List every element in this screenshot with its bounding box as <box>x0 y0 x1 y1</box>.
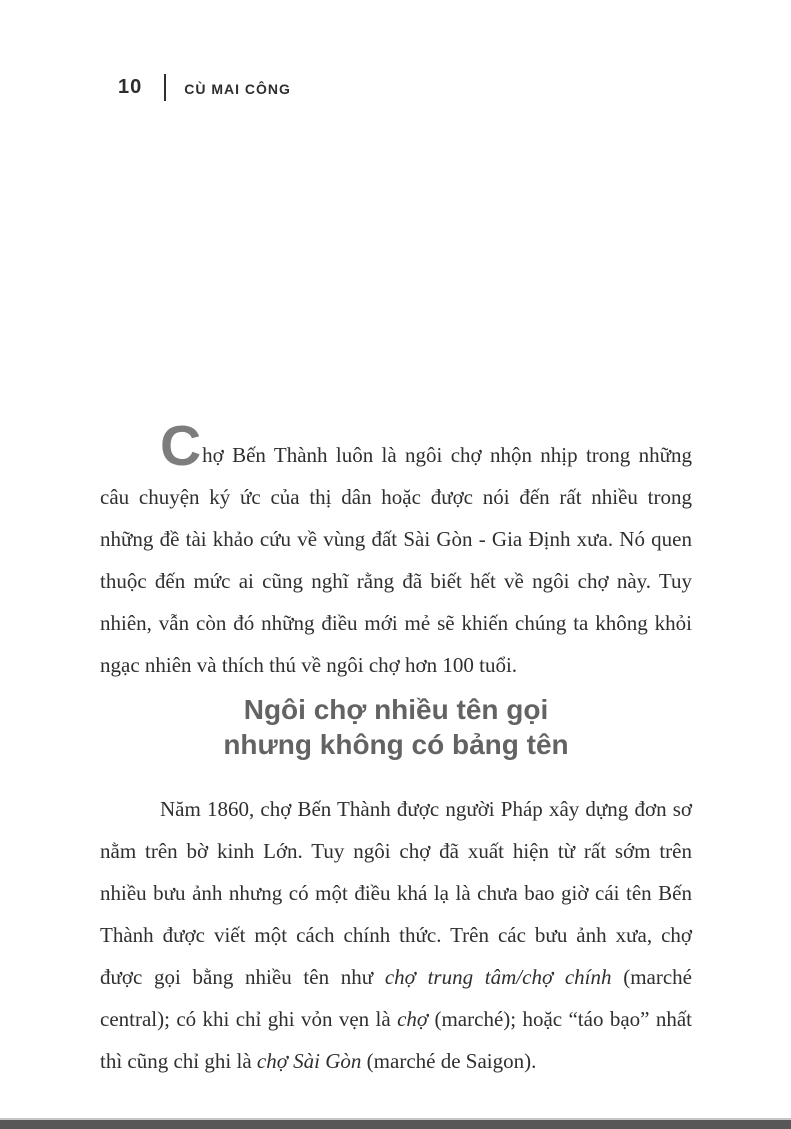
second-paragraph <box>100 788 692 1082</box>
italic-phrase-cho: chợ <box>397 1007 429 1031</box>
second-paragraph-text: (marché); hoặc “táo bạo” nhất thì cũng chỉ ghi là <box>100 1007 693 1073</box>
second-paragraph-text: (marché central); có khi chỉ ghi vỏn vẹn là <box>100 965 692 1031</box>
section-heading <box>100 692 692 762</box>
dropcap-initial: C <box>160 414 203 478</box>
section-heading-line1: Ngôi chợ nhiều tên gọi <box>243 694 549 725</box>
running-header-author: CÙ MAI CÔNG <box>184 80 291 97</box>
running-header <box>118 74 291 101</box>
second-paragraph-text: (marché de Saigon). <box>361 1049 537 1073</box>
second-paragraph-text: Năm 1860, chợ Bến Thành được người Pháp xây dựng đơn sơ nằm trên bờ kinh Lớn. Tuy ngôi chợ đã xuất hiện từ rất sớm trên nhiều bưu ảnh nhưng có một điều khá lạ là chưa bao giờ cái tên Bến Thành được viết một cách chính thức. Trên các bưu ảnh xưa, chợ được gọi bằng nhiều tên như <box>100 797 692 989</box>
opening-paragraph <box>100 414 692 686</box>
opening-paragraph-text: hợ Bến Thành luôn là ngôi chợ nhộn nhịp trong những câu chuyện ký ức của thị dân hoặc được nói đến rất nhiều trong những đề tài khảo cứu về vùng đất Sài Gòn - Gia Định xưa. Nó quen thuộc đến mức ai cũng nghĩ rằng đã biết hết về ngôi chợ này. Tuy nhiên, vẫn còn đó những điều mới mẻ sẽ khiến chúng ta không khỏi ngạc nhiên và thích thú về ngôi chợ hơn 100 tuổi. <box>100 443 692 677</box>
footer-bar <box>0 1118 791 1129</box>
header-divider <box>164 74 166 101</box>
page-number: 10 <box>118 76 143 98</box>
italic-phrase-market-names: chợ trung tâm/chợ chính <box>384 965 612 989</box>
italic-phrase-cho-sai-gon: chợ Sài Gòn <box>256 1049 362 1073</box>
section-heading-line2: nhưng không có bảng tên <box>223 729 569 760</box>
